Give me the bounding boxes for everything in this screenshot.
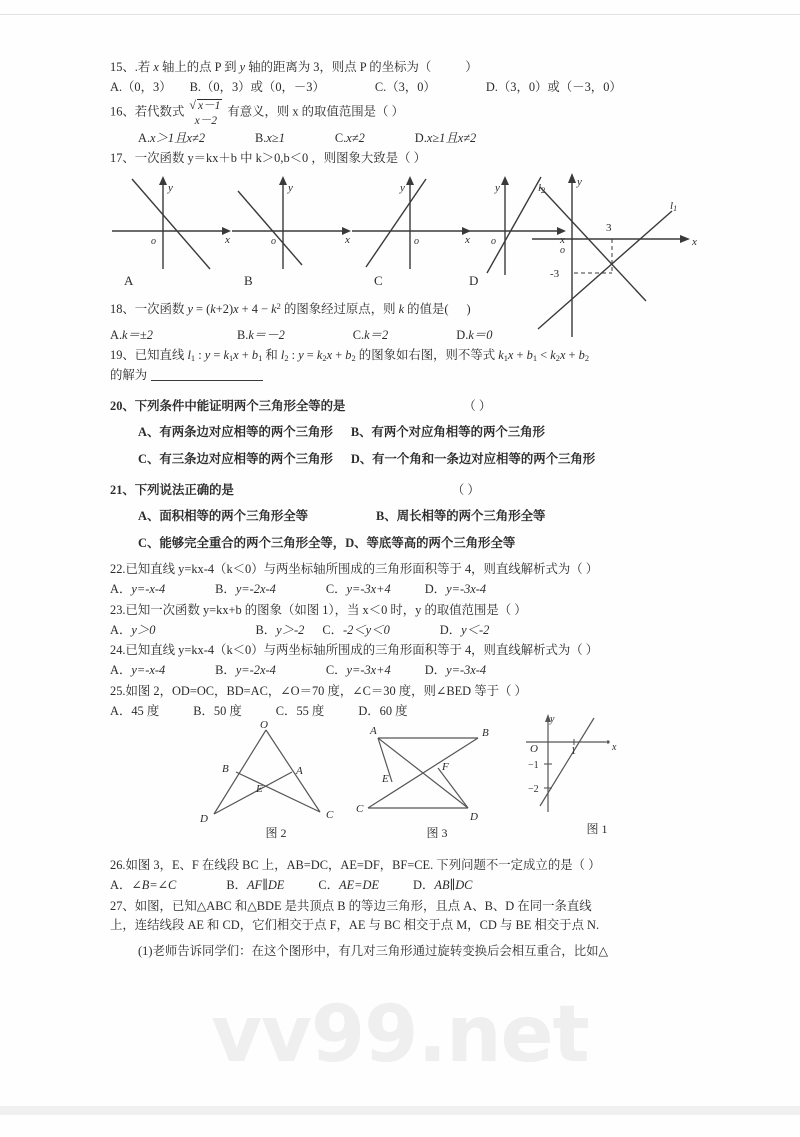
option-21-d-key: D、	[345, 535, 367, 550]
question-23-stem	[110, 601, 710, 620]
graph-c-label: C	[374, 273, 383, 289]
question-27-number: 27、	[110, 898, 135, 913]
option-26-b-text: AF∥DE	[246, 877, 285, 892]
svg-text:x: x	[345, 234, 350, 247]
svg-text:x: x	[465, 234, 470, 247]
option-15-a-key: A.	[110, 79, 123, 94]
question-21-options-row1	[110, 507, 710, 526]
question-22-options	[110, 580, 710, 599]
question-26-number: 26.	[110, 858, 126, 873]
option-22-d-text: y=-3x-4	[446, 582, 487, 597]
svg-text:B: B	[222, 763, 229, 776]
figure-3	[352, 716, 522, 841]
option-18-a-key: A.	[110, 327, 123, 342]
question-20-options-row1	[110, 423, 710, 442]
svg-text:A: A	[370, 725, 377, 738]
question-16-options	[110, 129, 710, 148]
svg-text:x: x	[560, 234, 565, 247]
option-24-a-key: A．	[110, 663, 132, 678]
svg-text:o: o	[560, 245, 565, 257]
question-24-number: 24.	[110, 643, 126, 658]
svg-text:D: D	[200, 813, 208, 826]
option-20-c-key: C、	[138, 451, 160, 466]
graph-a-label: A	[124, 273, 134, 289]
question-17-figures	[110, 169, 710, 304]
question-21-options-row2	[110, 534, 710, 553]
question-26-options	[110, 876, 710, 895]
question-17-stem	[110, 149, 710, 168]
figure-3-drawing	[352, 716, 522, 826]
question-27-sub-text: (1)老师告诉同学们：在这个图形中，有几对三角形通过旋转变换后会相互重合，比如△	[138, 944, 609, 959]
radical-icon: √	[189, 98, 196, 113]
graph-c	[350, 173, 475, 288]
option-16-b-text: x≥1	[266, 130, 285, 145]
option-24-c-text: y=-3x+4	[346, 663, 391, 678]
svg-text:o: o	[151, 236, 156, 248]
question-15-number: 15、	[110, 60, 135, 74]
option-20-a-key: A、	[138, 425, 160, 440]
option-23-c-text: -2＜y＜0	[342, 622, 390, 637]
svg-text:y: y	[495, 182, 500, 195]
question-19-answer-label: 的解为	[110, 368, 148, 383]
option-18-d-key: D.	[456, 327, 469, 342]
option-24-c-key: C．	[325, 663, 347, 678]
question-22-number: 22.	[110, 562, 126, 577]
question-21-paren: （ ）	[451, 483, 480, 498]
option-23-d-key: D．	[439, 622, 462, 637]
question-16-suffix: 有意义，则 x 的取值范围是（ ）	[227, 105, 404, 120]
option-16-a-text: x＞1且x≠2	[150, 130, 206, 145]
graph-b	[230, 173, 355, 288]
svg-text:o: o	[491, 236, 496, 248]
question-19-stem-line1: 19、已知直线 $l_1$ : $y = k_1x + b_1$ 和 $l_2$ : $y = k_2x + b_2$ 的图象如右图，则不等式 $k_1x + b_1 < k_2x + b_2$	[110, 348, 590, 364]
option-23-d-text: y＜-2	[461, 622, 490, 637]
fraction-numerator: x－1	[197, 100, 221, 113]
question-26-stem	[110, 856, 710, 875]
option-24-b-key: B．	[215, 663, 236, 678]
svg-text:D: D	[470, 811, 478, 824]
question-20-options-row2	[110, 450, 710, 469]
question-27-text-line1: 如图，已知△ABC 和△BDE 是共顶点 B 的等边三角形，且点 A、B、D 在同一条直线	[134, 898, 592, 913]
option-23-b-key: B．	[255, 622, 277, 637]
figure-q19	[520, 169, 710, 347]
svg-text:l1: l1	[670, 200, 678, 214]
option-26-d-key: D．	[413, 877, 435, 892]
svg-text:E: E	[382, 773, 389, 786]
question-20-text: 下列条件中能证明两个三角形全等的是	[134, 399, 346, 414]
option-20-d-text: 有一个角和一条边对应相等的两个三角形	[372, 451, 596, 466]
option-21-d-text: 等底等高的两个三角形全等	[366, 535, 516, 550]
svg-text:y: y	[550, 714, 555, 726]
question-15-options	[110, 78, 710, 97]
question-27-stem-line1	[110, 897, 710, 916]
option-26-b-key: B．	[226, 877, 247, 892]
option-20-d-key: D、	[350, 451, 373, 466]
svg-text:x: x	[692, 236, 697, 249]
svg-text:−1: −1	[528, 760, 539, 772]
question-23-options	[110, 621, 710, 640]
question-27-stem-line2	[110, 916, 710, 935]
page-top-border	[0, 14, 800, 15]
option-23-b-text: y＞-2	[276, 622, 305, 637]
question-19-answer-blank[interactable]	[151, 368, 263, 381]
question-16-number: 16、	[110, 105, 135, 120]
worksheet-body	[110, 58, 710, 962]
option-18-c-key: C.	[352, 327, 365, 342]
svg-text:y: y	[400, 182, 405, 195]
option-22-a-key: A．	[110, 582, 132, 597]
question-25-stem	[110, 682, 710, 701]
option-20-b-key: B、	[350, 425, 372, 440]
question-19-number: 19、	[110, 348, 135, 363]
option-16-d-text: x≥1且x≠2	[426, 130, 477, 145]
svg-text:x: x	[612, 742, 617, 754]
option-21-a-key: A、	[138, 509, 160, 524]
page-bottom-border	[0, 1106, 800, 1115]
option-21-a-text: 面积相等的两个三角形全等	[159, 509, 309, 524]
question-16-prefix: 若代数式	[134, 105, 185, 120]
option-16-a-key: A.	[138, 130, 151, 145]
fraction-denominator: x－2	[194, 114, 218, 127]
option-18-a-text: k＝±2	[122, 327, 153, 342]
option-18-b-key: B.	[236, 327, 249, 342]
option-21-b-text: 周长相等的两个三角形全等	[396, 509, 546, 524]
option-24-b-text: y=-2x-4	[235, 663, 276, 678]
option-20-b-text: 有两个对应角相等的两个三角形	[371, 425, 545, 440]
question-16-fraction	[187, 99, 224, 126]
option-26-c-key: C．	[318, 877, 340, 892]
option-23-a-key: A．	[110, 622, 132, 637]
svg-text:F: F	[442, 761, 449, 774]
option-25-a-text: 45 度	[131, 703, 160, 718]
watermark: vv99.net	[211, 990, 589, 1080]
option-15-c-text: （3，0）	[386, 79, 436, 94]
figure-2	[188, 716, 358, 841]
figure-1-caption: 图 1	[586, 822, 608, 837]
question-25-number: 25.	[110, 683, 126, 698]
option-21-c-key: C、	[138, 535, 160, 550]
graph-d-label: D	[469, 273, 479, 289]
svg-text:O: O	[530, 743, 538, 756]
svg-text:E: E	[256, 783, 263, 796]
option-23-a-text: y＞0	[131, 622, 156, 637]
option-15-a-text: （0，3）	[122, 79, 172, 94]
question-24-text: 已知直线 y=kx-4（k＜0）与两坐标轴所围成的三角形面积等于 4，则直线解析式为（ ）	[125, 643, 599, 658]
option-25-c-key: C．	[275, 703, 297, 718]
option-16-c-key: C.	[334, 130, 347, 145]
svg-text:C: C	[326, 809, 334, 822]
question-24-stem	[110, 641, 710, 660]
question-21-text: 下列说法正确的是	[134, 483, 234, 498]
option-18-d-text: k＝0	[468, 327, 493, 342]
option-15-d-key: D.	[485, 79, 498, 94]
svg-text:y: y	[168, 182, 173, 195]
question-16-stem	[110, 99, 710, 126]
option-15-d-text: （3，0）或（－3，0）	[497, 79, 622, 94]
question-24-options	[110, 661, 710, 680]
question-26-text: 如图 3，E、F 在线段 BC 上，AB=DC，AE=DF，BF=CE. 下列问题不一定成立的是（ ）	[125, 858, 601, 873]
svg-text:3: 3	[606, 222, 612, 235]
option-26-d-text: AB∥DC	[434, 877, 473, 892]
option-15-c-key: C.	[374, 79, 387, 94]
option-16-b-key: B.	[255, 130, 267, 145]
option-26-a-key: A．	[110, 877, 132, 892]
option-18-c-text: k＝2	[364, 327, 389, 342]
option-23-c-key: C．	[322, 622, 343, 637]
question-18-stem: 18、一次函数 $y = (k+2)x + 4 - k^2$ 的图象经过原点，则 k 的值是( )	[110, 301, 471, 317]
figure-1	[518, 708, 668, 837]
question-20-number: 20、	[110, 399, 135, 414]
option-25-d-key: D．	[358, 703, 380, 718]
svg-text:o: o	[271, 236, 276, 248]
question-15-stem: 15、.若 x 轴上的点 P 到 y 轴的距离为 3，则点 P 的坐标为（ ）	[110, 60, 478, 74]
option-24-d-key: D．	[424, 663, 447, 678]
svg-text:o: o	[414, 236, 419, 248]
option-22-b-text: y=-2x-4	[235, 582, 276, 597]
option-26-c-text: AE=DE	[339, 877, 380, 892]
option-22-c-key: C．	[325, 582, 347, 597]
question-20-stem	[110, 397, 710, 416]
graph-a	[110, 173, 235, 288]
graph-b-label: B	[244, 273, 253, 289]
question-22-text: 已知直线 y=kx-4（k＜0）与两坐标轴所围成的三角形面积等于 4，则直线解析式为（ ）	[125, 562, 599, 577]
option-22-b-key: B．	[215, 582, 236, 597]
figure-1-drawing	[518, 708, 668, 826]
question-22-stem	[110, 560, 710, 579]
option-25-b-key: B．	[193, 703, 214, 718]
question-23-number: 23.	[110, 602, 126, 617]
option-20-a-text: 有两条边对应相等的两个三角形	[159, 425, 333, 440]
svg-text:−2: −2	[528, 784, 539, 796]
svg-text:y: y	[288, 182, 293, 195]
question-18-number: 18、	[110, 302, 135, 317]
option-25-c-text: 55 度	[296, 703, 325, 718]
option-15-b-text: （0，3）或（0，－3）	[200, 79, 325, 94]
svg-text:C: C	[356, 803, 364, 816]
question-17-text: 一次函数 y＝kx＋b 中 k＞0,b＜0 ，则图象大致是（ ）	[134, 151, 426, 166]
option-21-b-key: B、	[376, 509, 397, 524]
question-21-stem	[110, 481, 710, 500]
option-25-d-text: 60 度	[379, 703, 408, 718]
svg-text:1: 1	[571, 746, 576, 758]
svg-text:-3: -3	[550, 268, 560, 281]
svg-text:x: x	[225, 234, 230, 247]
option-24-a-text: y=-x-4	[131, 663, 166, 678]
option-24-d-text: y=-3x-4	[446, 663, 487, 678]
svg-text:l2: l2	[538, 182, 546, 196]
question-23-text: 已知一次函数 y=kx+b 的图象（如图 1），当 x＜0 时，y 的取值范围是（ ）	[125, 602, 527, 617]
option-20-c-text: 有三条边对应相等的两个三角形	[159, 451, 333, 466]
option-22-a-text: y=-x-4	[131, 582, 166, 597]
question-20-paren: （ ）	[463, 399, 492, 414]
option-22-c-text: y=-3x+4	[346, 582, 391, 597]
question-19-stem-line2	[110, 366, 710, 385]
figure-2-drawing	[188, 716, 358, 826]
option-26-a-text: ∠B=∠C	[131, 877, 177, 892]
question-27-text-line2: 上，连结线段 AE 和 CD，它们相交于点 F，AE 与 BC 相交于点 M，CD 与 BE 相交于点 N.	[110, 918, 600, 933]
question-17-number: 17、	[110, 151, 135, 166]
option-25-b-text: 50 度	[213, 703, 242, 718]
option-25-a-key: A．	[110, 703, 132, 718]
svg-text:B: B	[482, 727, 489, 740]
svg-text:O: O	[260, 719, 268, 732]
svg-text:A: A	[296, 765, 303, 778]
figure-2-caption: 图 2	[265, 826, 287, 841]
svg-text:y: y	[577, 176, 582, 189]
geometry-figures	[110, 714, 710, 850]
option-15-b-key: B.	[189, 79, 201, 94]
option-16-d-key: D.	[414, 130, 427, 145]
question-27-sub-1	[110, 942, 710, 961]
option-21-c-text: 能够完全重合的两个三角形全等，	[159, 535, 346, 550]
option-22-d-key: D．	[424, 582, 447, 597]
question-21-number: 21、	[110, 483, 135, 498]
option-16-c-text: x≠2	[346, 130, 365, 145]
question-25-text: 如图 2，OD=OC，BD=AC，∠O＝70 度，∠C＝30 度，则∠BED 等于（ ）	[125, 683, 527, 698]
option-18-b-text: k＝－2	[248, 327, 285, 342]
figure-3-caption: 图 3	[426, 826, 448, 841]
